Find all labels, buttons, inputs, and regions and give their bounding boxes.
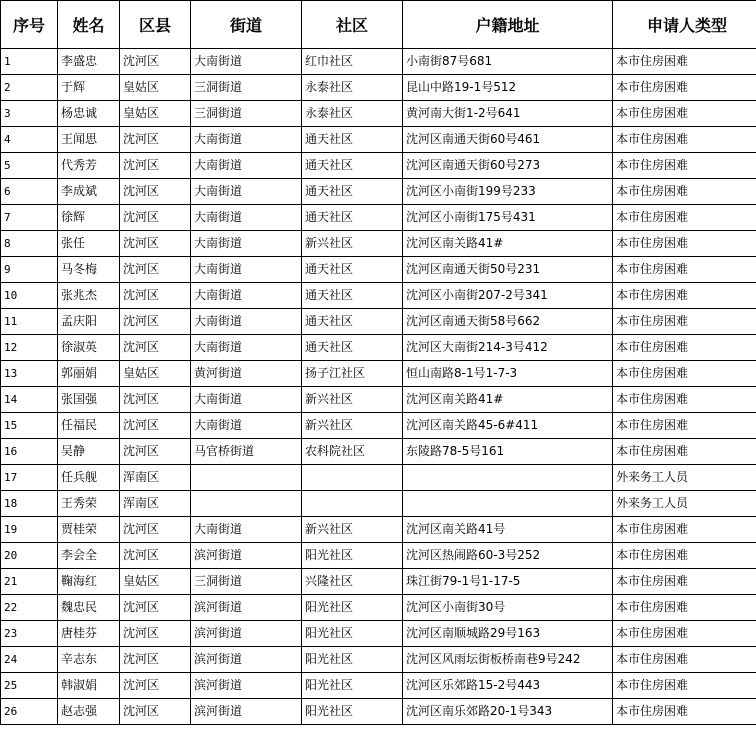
cell-district: 皇姑区 <box>120 569 191 595</box>
table-row <box>1 309 756 335</box>
header-row <box>1 1 756 49</box>
cell-index: 10 <box>1 283 58 309</box>
cell-district: 沈河区 <box>120 309 191 335</box>
table-row <box>1 517 756 543</box>
cell-index: 9 <box>1 257 58 283</box>
table-row <box>1 205 756 231</box>
cell-street: 大南街道 <box>191 205 302 231</box>
cell-address: 沈河区南关路41# <box>403 231 613 257</box>
cell-name: 张国强 <box>58 387 120 413</box>
cell-street: 大南街道 <box>191 335 302 361</box>
cell-community: 新兴社区 <box>302 231 403 257</box>
cell-applicant-type: 本市住房困难 <box>613 569 756 595</box>
cell-index: 22 <box>1 595 58 621</box>
header-name: 姓名 <box>58 1 120 49</box>
cell-applicant-type: 本市住房困难 <box>613 543 756 569</box>
cell-applicant-type: 本市住房困难 <box>613 101 756 127</box>
header-address: 户籍地址 <box>403 1 613 49</box>
cell-community: 扬子江社区 <box>302 361 403 387</box>
cell-address: 沈河区热闹路60-3号252 <box>403 543 613 569</box>
cell-street: 大南街道 <box>191 387 302 413</box>
cell-district: 皇姑区 <box>120 361 191 387</box>
table-row <box>1 75 756 101</box>
cell-community: 阳光社区 <box>302 595 403 621</box>
table-row <box>1 491 756 517</box>
cell-district: 沈河区 <box>120 517 191 543</box>
cell-applicant-type: 本市住房困难 <box>613 413 756 439</box>
cell-street: 大南街道 <box>191 257 302 283</box>
cell-street <box>191 491 302 517</box>
cell-index: 17 <box>1 465 58 491</box>
cell-index: 21 <box>1 569 58 595</box>
table-row <box>1 569 756 595</box>
cell-street: 大南街道 <box>191 309 302 335</box>
cell-index: 24 <box>1 647 58 673</box>
cell-community: 通天社区 <box>302 335 403 361</box>
header-community: 社区 <box>302 1 403 49</box>
cell-index: 2 <box>1 75 58 101</box>
cell-index: 14 <box>1 387 58 413</box>
cell-address: 沈河区南顺城路29号163 <box>403 621 613 647</box>
cell-street: 黄河街道 <box>191 361 302 387</box>
cell-community: 新兴社区 <box>302 387 403 413</box>
cell-address: 沈河区南关路45-6#411 <box>403 413 613 439</box>
cell-applicant-type: 本市住房困难 <box>613 595 756 621</box>
cell-community: 通天社区 <box>302 127 403 153</box>
cell-applicant-type: 本市住房困难 <box>613 361 756 387</box>
cell-applicant-type: 本市住房困难 <box>613 647 756 673</box>
cell-address: 沈河区南乐郊路20-1号343 <box>403 699 613 725</box>
cell-district: 浑南区 <box>120 465 191 491</box>
cell-address: 沈河区小南街199号233 <box>403 179 613 205</box>
cell-index: 19 <box>1 517 58 543</box>
cell-address: 小南街87号681 <box>403 49 613 75</box>
cell-index: 4 <box>1 127 58 153</box>
cell-district: 沈河区 <box>120 231 191 257</box>
cell-community: 通天社区 <box>302 153 403 179</box>
table-row <box>1 231 756 257</box>
cell-name: 徐辉 <box>58 205 120 231</box>
table-row <box>1 647 756 673</box>
header-index: 序号 <box>1 1 58 49</box>
cell-district: 沈河区 <box>120 621 191 647</box>
table-row <box>1 595 756 621</box>
cell-district: 沈河区 <box>120 335 191 361</box>
cell-street: 三洞街道 <box>191 75 302 101</box>
cell-street: 大南街道 <box>191 283 302 309</box>
table-row <box>1 621 756 647</box>
table-row <box>1 413 756 439</box>
cell-name: 李会全 <box>58 543 120 569</box>
cell-name: 唐桂芬 <box>58 621 120 647</box>
cell-name: 孟庆阳 <box>58 309 120 335</box>
cell-community <box>302 491 403 517</box>
cell-community: 通天社区 <box>302 179 403 205</box>
cell-index: 7 <box>1 205 58 231</box>
table-row <box>1 153 756 179</box>
cell-address: 沈河区小南街207-2号341 <box>403 283 613 309</box>
cell-street: 大南街道 <box>191 231 302 257</box>
cell-district: 沈河区 <box>120 387 191 413</box>
cell-name: 代秀芳 <box>58 153 120 179</box>
cell-address: 昆山中路19-1号512 <box>403 75 613 101</box>
cell-community: 新兴社区 <box>302 517 403 543</box>
cell-name: 辛志东 <box>58 647 120 673</box>
cell-district: 沈河区 <box>120 49 191 75</box>
table-row <box>1 439 756 465</box>
cell-applicant-type: 本市住房困难 <box>613 49 756 75</box>
cell-index: 5 <box>1 153 58 179</box>
cell-street: 滨河街道 <box>191 699 302 725</box>
table-row <box>1 283 756 309</box>
cell-district: 沈河区 <box>120 699 191 725</box>
cell-address: 沈河区南通天街50号231 <box>403 257 613 283</box>
header-applicant-type: 申请人类型 <box>613 1 756 49</box>
cell-district: 沈河区 <box>120 413 191 439</box>
cell-address <box>403 491 613 517</box>
cell-community <box>302 465 403 491</box>
cell-address: 沈河区南通天街60号461 <box>403 127 613 153</box>
cell-district: 浑南区 <box>120 491 191 517</box>
cell-address: 沈河区大南街214-3号412 <box>403 335 613 361</box>
cell-district: 沈河区 <box>120 257 191 283</box>
cell-applicant-type: 本市住房困难 <box>613 699 756 725</box>
cell-community: 阳光社区 <box>302 647 403 673</box>
cell-street: 大南街道 <box>191 49 302 75</box>
table-row <box>1 543 756 569</box>
cell-community: 红巾社区 <box>302 49 403 75</box>
cell-community: 阳光社区 <box>302 543 403 569</box>
header-district: 区县 <box>120 1 191 49</box>
table-body <box>1 49 756 725</box>
cell-district: 沈河区 <box>120 595 191 621</box>
table-row <box>1 257 756 283</box>
cell-index: 16 <box>1 439 58 465</box>
cell-name: 张兆杰 <box>58 283 120 309</box>
cell-index: 8 <box>1 231 58 257</box>
cell-name: 马冬梅 <box>58 257 120 283</box>
cell-name: 杨忠诚 <box>58 101 120 127</box>
cell-community: 新兴社区 <box>302 413 403 439</box>
cell-name: 魏忠民 <box>58 595 120 621</box>
cell-name: 鞠海红 <box>58 569 120 595</box>
cell-applicant-type: 本市住房困难 <box>613 309 756 335</box>
cell-street: 滨河街道 <box>191 621 302 647</box>
table-header <box>1 1 756 49</box>
cell-applicant-type: 本市住房困难 <box>613 673 756 699</box>
table-row <box>1 101 756 127</box>
cell-name: 于辉 <box>58 75 120 101</box>
cell-address: 沈河区乐郊路15-2号443 <box>403 673 613 699</box>
cell-district: 皇姑区 <box>120 75 191 101</box>
cell-street: 三洞街道 <box>191 101 302 127</box>
cell-community: 阳光社区 <box>302 673 403 699</box>
cell-index: 12 <box>1 335 58 361</box>
cell-community: 永泰社区 <box>302 75 403 101</box>
cell-name: 徐淑英 <box>58 335 120 361</box>
cell-address: 珠江街79-1号1-17-5 <box>403 569 613 595</box>
cell-address: 沈河区小南街175号431 <box>403 205 613 231</box>
cell-name: 王闻思 <box>58 127 120 153</box>
cell-name: 李成斌 <box>58 179 120 205</box>
cell-index: 6 <box>1 179 58 205</box>
cell-community: 通天社区 <box>302 283 403 309</box>
cell-street: 三洞街道 <box>191 569 302 595</box>
cell-address: 沈河区南关路41# <box>403 387 613 413</box>
cell-address: 黄河南大街1-2号641 <box>403 101 613 127</box>
cell-name: 赵志强 <box>58 699 120 725</box>
cell-index: 13 <box>1 361 58 387</box>
cell-district: 沈河区 <box>120 673 191 699</box>
cell-street: 大南街道 <box>191 517 302 543</box>
cell-address: 东陵路78-5号161 <box>403 439 613 465</box>
cell-street <box>191 465 302 491</box>
cell-index: 20 <box>1 543 58 569</box>
cell-index: 25 <box>1 673 58 699</box>
cell-applicant-type: 本市住房困难 <box>613 153 756 179</box>
cell-address: 沈河区风雨坛街板桥南巷9号242 <box>403 647 613 673</box>
cell-name: 任福民 <box>58 413 120 439</box>
cell-district: 沈河区 <box>120 543 191 569</box>
cell-applicant-type: 本市住房困难 <box>613 517 756 543</box>
table-row <box>1 127 756 153</box>
cell-address: 沈河区南通天街58号662 <box>403 309 613 335</box>
cell-community: 永泰社区 <box>302 101 403 127</box>
table-row <box>1 673 756 699</box>
cell-index: 23 <box>1 621 58 647</box>
cell-index: 3 <box>1 101 58 127</box>
cell-applicant-type: 本市住房困难 <box>613 75 756 101</box>
cell-name: 贾桂荣 <box>58 517 120 543</box>
cell-community: 兴隆社区 <box>302 569 403 595</box>
cell-name: 任兵舰 <box>58 465 120 491</box>
cell-applicant-type: 本市住房困难 <box>613 387 756 413</box>
cell-street: 大南街道 <box>191 179 302 205</box>
cell-address: 沈河区南通天街60号273 <box>403 153 613 179</box>
cell-district: 沈河区 <box>120 647 191 673</box>
table-row <box>1 387 756 413</box>
cell-name: 王秀荣 <box>58 491 120 517</box>
cell-street: 马官桥街道 <box>191 439 302 465</box>
cell-address <box>403 465 613 491</box>
cell-applicant-type: 本市住房困难 <box>613 127 756 153</box>
cell-address: 恒山南路8-1号1-7-3 <box>403 361 613 387</box>
cell-applicant-type: 外来务工人员 <box>613 465 756 491</box>
cell-index: 1 <box>1 49 58 75</box>
table-row <box>1 361 756 387</box>
cell-community: 通天社区 <box>302 205 403 231</box>
cell-applicant-type: 外来务工人员 <box>613 491 756 517</box>
cell-applicant-type: 本市住房困难 <box>613 335 756 361</box>
cell-applicant-type: 本市住房困难 <box>613 439 756 465</box>
cell-index: 26 <box>1 699 58 725</box>
table-row <box>1 179 756 205</box>
cell-district: 沈河区 <box>120 153 191 179</box>
cell-address: 沈河区小南街30号 <box>403 595 613 621</box>
cell-district: 皇姑区 <box>120 101 191 127</box>
cell-applicant-type: 本市住房困难 <box>613 257 756 283</box>
cell-community: 阳光社区 <box>302 699 403 725</box>
cell-name: 韩淑娟 <box>58 673 120 699</box>
cell-community: 通天社区 <box>302 309 403 335</box>
cell-district: 沈河区 <box>120 439 191 465</box>
cell-community: 阳光社区 <box>302 621 403 647</box>
cell-applicant-type: 本市住房困难 <box>613 179 756 205</box>
cell-street: 滨河街道 <box>191 543 302 569</box>
table-row <box>1 699 756 725</box>
cell-street: 大南街道 <box>191 153 302 179</box>
cell-name: 李盛忠 <box>58 49 120 75</box>
cell-street: 大南街道 <box>191 127 302 153</box>
cell-applicant-type: 本市住房困难 <box>613 231 756 257</box>
cell-applicant-type: 本市住房困难 <box>613 283 756 309</box>
cell-index: 15 <box>1 413 58 439</box>
cell-district: 沈河区 <box>120 179 191 205</box>
cell-district: 沈河区 <box>120 127 191 153</box>
cell-street: 滨河街道 <box>191 673 302 699</box>
cell-address: 沈河区南关路41号 <box>403 517 613 543</box>
cell-index: 11 <box>1 309 58 335</box>
cell-district: 沈河区 <box>120 205 191 231</box>
cell-name: 张任 <box>58 231 120 257</box>
table-row <box>1 49 756 75</box>
cell-index: 18 <box>1 491 58 517</box>
cell-street: 滨河街道 <box>191 647 302 673</box>
cell-district: 沈河区 <box>120 283 191 309</box>
cell-name: 吴静 <box>58 439 120 465</box>
cell-name: 郭丽娟 <box>58 361 120 387</box>
cell-applicant-type: 本市住房困难 <box>613 621 756 647</box>
cell-street: 滨河街道 <box>191 595 302 621</box>
header-street: 街道 <box>191 1 302 49</box>
table-row <box>1 335 756 361</box>
cell-community: 通天社区 <box>302 257 403 283</box>
table-row <box>1 465 756 491</box>
cell-community: 农科院社区 <box>302 439 403 465</box>
cell-applicant-type: 本市住房困难 <box>613 205 756 231</box>
cell-street: 大南街道 <box>191 413 302 439</box>
